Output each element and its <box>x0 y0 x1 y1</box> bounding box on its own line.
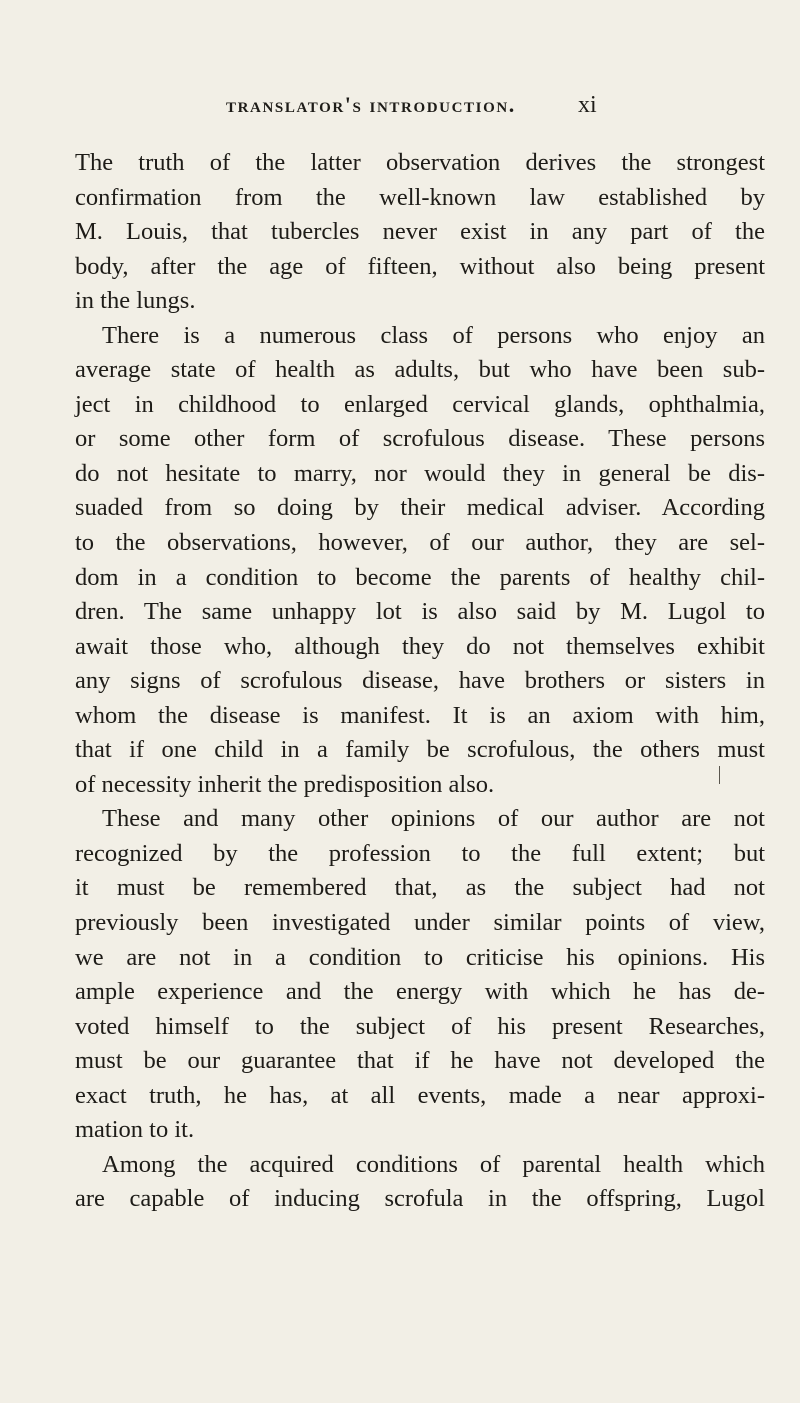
text-line: There is a numerous class of persons who enjoy an <box>102 321 765 349</box>
text-line: These and many other opinions of our author are not <box>102 805 765 833</box>
text-line: ject in childhood to enlarged cervical glands, ophthalmia, <box>75 390 765 418</box>
text-line: whom the disease is manifest. It is an axiom with him, <box>75 701 765 729</box>
text-line: in the lungs. <box>75 287 196 315</box>
text-line: recognized by the profession to the full extent; but <box>75 839 765 867</box>
text-line: average state of health as adults, but who have been sub- <box>75 356 765 384</box>
text-line: exact truth, he has, at all events, made a near approxi- <box>75 1081 765 1109</box>
text-line: any signs of scrofulous disease, have brothers or sisters in <box>75 667 765 695</box>
text-line: mation to it. <box>75 1116 195 1144</box>
margin-mark <box>719 766 720 784</box>
text-line: it must be remembered that, as the subject had not <box>75 874 765 902</box>
text-line: body, after the age of fifteen, without also being present <box>75 252 765 280</box>
text-line: The truth of the latter observation derives the strongest <box>75 149 765 176</box>
text-line: we are not in a condition to criticise his opinions. His <box>75 943 765 971</box>
text-line: voted himself to the subject of his present Researches, <box>75 1012 765 1040</box>
text-line: or some other form of scrofulous disease. These persons <box>75 425 765 453</box>
text-line: confirmation from the well-known law established by <box>75 183 765 211</box>
body-text <box>75 146 765 1217</box>
text-line: ample experience and the energy with which he has de- <box>75 978 765 1006</box>
text-line: suaded from so doing by their medical adviser. According <box>75 494 765 522</box>
text-line: must be our guarantee that if he have not developed the <box>75 1047 765 1075</box>
text-line: Among the acquired conditions of parental health which <box>102 1150 765 1178</box>
text-line: dren. The same unhappy lot is also said by M. Lugol to <box>75 598 765 626</box>
text-line: dom in a condition to become the parents of healthy chil- <box>75 563 765 591</box>
text-line: do not hesitate to marry, nor would they in general be dis- <box>75 459 765 487</box>
page-number: xi <box>578 92 597 118</box>
text-line: are capable of inducing scrofula in the offspring, Lugol <box>75 1185 765 1213</box>
running-head <box>0 92 800 132</box>
text-line: await those who, although they do not themselves exhibit <box>75 632 765 660</box>
running-title: translator's introduction. <box>226 92 516 117</box>
text-line: previously been investigated under similar points of view, <box>75 909 765 937</box>
text-line: to the observations, however, of our author, they are sel- <box>75 529 765 557</box>
text-line: that if one child in a family be scrofulous, the others must <box>75 736 765 764</box>
text-line: M. Louis, that tubercles never exist in any part of the <box>75 218 765 246</box>
text-line: of necessity inherit the predisposition also. <box>75 770 495 798</box>
